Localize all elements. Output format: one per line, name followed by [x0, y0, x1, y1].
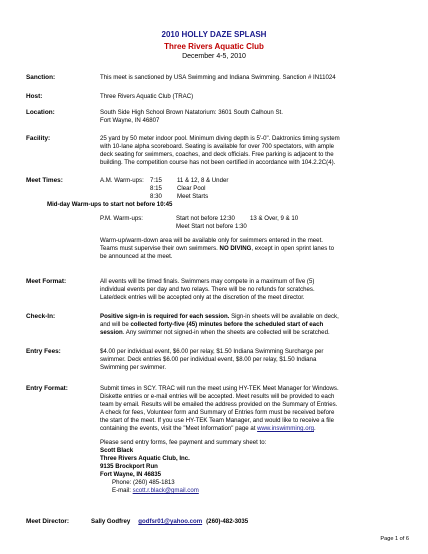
inswimming-link[interactable]: www.inswimming.org: [257, 425, 314, 432]
entry-format-text: [100, 385, 410, 495]
contact-phone: Phone: (260) 485-1813: [112, 479, 175, 486]
warmup-note-line: Warm-up/warm-down area will be available only for swimmers entered in the meet.: [100, 237, 323, 244]
check-in-sheets: Sign-in sheets will be available on deck,: [229, 313, 339, 320]
entry-fees-label: Entry Fees:: [26, 348, 61, 355]
meet-title: 2010 HOLLY DAZE SPLASH: [161, 30, 267, 39]
warmup-note-line: [100, 245, 410, 253]
location-text: [100, 109, 410, 125]
am-desc: Meet Starts: [177, 193, 209, 200]
page-number: Page 1 of 6: [380, 536, 409, 542]
director-phone: (260)-482-3035: [206, 518, 249, 525]
facility-line: with 10-lane alpha scoreboard. Seating is available for over 700 spectators, with ample: [100, 143, 335, 150]
am-warmup-row: [100, 185, 410, 193]
location-label: Location:: [26, 109, 55, 116]
check-in-session: session: [100, 329, 123, 336]
entry-fees-text: [100, 348, 410, 372]
am-desc: Clear Pool: [177, 185, 206, 192]
entry-format-line: Submit times in SCY. TRAC will run the meet using HY-TEK Meet Manager for Windows.: [100, 385, 339, 392]
pm-groups: 13 & Over, 9 & 10: [250, 215, 299, 222]
meet-info-text: containing the events, visit the "Meet Information" page at: [100, 425, 258, 432]
host-label: Host:: [26, 93, 43, 100]
send-intro: Please send entry forms, fee payment and summary sheet to:: [100, 439, 267, 446]
facility-text: [100, 135, 410, 167]
check-in-line: [100, 313, 410, 321]
entry-format-line: [100, 425, 410, 433]
entry-format-line: the start of the meet. If you use HY-TEK Team Manager, and would like to receive a file: [100, 417, 335, 424]
am-time: 8:15: [150, 185, 162, 192]
midday-warmup-note: Mid-day Warm-ups to start not before 10:45: [47, 201, 173, 208]
facility-line: deck seating for swimmers, coaches, and deck officials. Free parking is adjacent to the: [100, 151, 334, 158]
entry-format-line: Diskette entries or e-mail entries will be accepted. Meet results will be provided to each: [100, 393, 335, 400]
location-line-2: Fort Wayne, IN 46807: [100, 117, 160, 124]
sanction-label: Sanction:: [26, 74, 56, 81]
facility-label: Facility:: [26, 135, 51, 142]
facility-line: 25 yard by 50 meter indoor pool. Minimum diving depth is 5'-0". Daktronics timing system: [100, 135, 340, 142]
entry-fees-line: $4.00 per individual event, $6.00 per relay, $1.50 Indiana Swimming Surcharge per: [100, 348, 324, 355]
check-in-and: and will be: [100, 321, 131, 328]
check-in-line: [100, 329, 410, 337]
check-in-line: [100, 321, 410, 329]
meet-dates: December 4-5, 2010: [182, 53, 246, 60]
meet-format-line: All events will be timed finals. Swimmers may compete in a maximum of five (5): [100, 278, 315, 285]
check-in-required: Positive sign-in is required for each session.: [100, 313, 230, 320]
am-warmup-row: [100, 193, 410, 201]
meet-format-text: [100, 278, 410, 302]
meet-format-line: Late/deck entries will be accepted only at the discretion of the meet director.: [100, 294, 305, 301]
warmup-note-line: be announced at the meet.: [100, 253, 173, 260]
am-time: 7:15: [150, 177, 162, 184]
meet-format-line: individual events per day and two relays. There will be no refunds for scratches.: [100, 286, 315, 293]
contact-email-line: [100, 487, 410, 495]
meet-times-label: Meet Times:: [26, 177, 63, 184]
contact-street: 9135 Brockport Run: [100, 463, 158, 470]
meet-director-text: [91, 518, 401, 526]
check-in-collected: collected forty-five (45) minutes before the scheduled start of each: [130, 321, 324, 328]
am-warmup-row: [100, 177, 410, 185]
meet-times-text: [47, 177, 410, 261]
contact-org: Three Rivers Aquatic Club, Inc.: [100, 455, 190, 462]
entry-fees-line: swimmer. Deck entries $6.00 per individual event, $8.00 per relay, $1.50 Indiana: [100, 356, 317, 363]
no-diving-text: NO DIVING: [219, 245, 252, 252]
contact-city: Fort Wayne, IN 46835: [100, 471, 162, 478]
contact-email-link[interactable]: scott.r.black@gmail.com: [132, 487, 199, 494]
entry-format-line: A check for fees, Volunteer form and Summary of Entries form must be received before: [100, 409, 335, 416]
entry-fees-line: Swimming per swimmer.: [100, 364, 167, 371]
am-warmup-label: A.M. Warm-ups:: [100, 177, 144, 184]
host-club-title: Three Rivers Aquatic Club: [164, 42, 264, 51]
entry-format-line: team by email. Results will be emailed the address provided on the Summary of Entries.: [100, 401, 338, 408]
host-line: Three Rivers Aquatic Club (TRAC): [100, 93, 194, 100]
contact-name: Scott Black: [100, 447, 134, 454]
supervise-text: Teams must supervise their own swimmers.: [100, 245, 218, 252]
am-time: 8:30: [150, 193, 162, 200]
am-desc: 11 & 12, 8 & Under: [177, 177, 229, 184]
entry-format-label: Entry Format:: [26, 385, 68, 392]
pm-start: Start not before 12:30: [176, 215, 235, 222]
location-line-1: South Side High School Brown Natatorium: 3601 South Calhoun St.: [100, 109, 283, 116]
email-label: E-mail:: [112, 487, 133, 494]
pm-meet-start-row: [100, 223, 410, 231]
director-name: Sally Godfrey: [91, 518, 131, 525]
meet-director-line: [91, 518, 401, 526]
director-email-link[interactable]: godfsr01@yahoo.com: [138, 518, 203, 525]
check-in-scratched: . Any swimmer not signed-in when the sheets are collected will be scratched.: [122, 329, 330, 336]
pm-meet-start: Meet Start not before 1:30: [176, 223, 247, 230]
pm-warmup-row: [100, 215, 410, 223]
sprint-lanes-text: , except in open sprint lanes to: [251, 245, 335, 252]
check-in-text: [100, 313, 410, 337]
sanction-line: This meet is sanctioned by USA Swimming and Indiana Swimming. Sanction # IN11024: [100, 74, 336, 81]
meet-format-label: Meet Format:: [26, 278, 67, 285]
pm-warmup-label: P.M. Warm-ups:: [100, 215, 144, 222]
check-in-label: Check-In:: [26, 313, 56, 320]
facility-line: building. The competition course has not been certified in accordance with 104.2.2C(4).: [100, 159, 336, 166]
host-text: [100, 93, 410, 101]
meet-director-label: Meet Director:: [26, 518, 69, 525]
period: .: [314, 425, 316, 432]
sanction-text: [100, 74, 410, 82]
